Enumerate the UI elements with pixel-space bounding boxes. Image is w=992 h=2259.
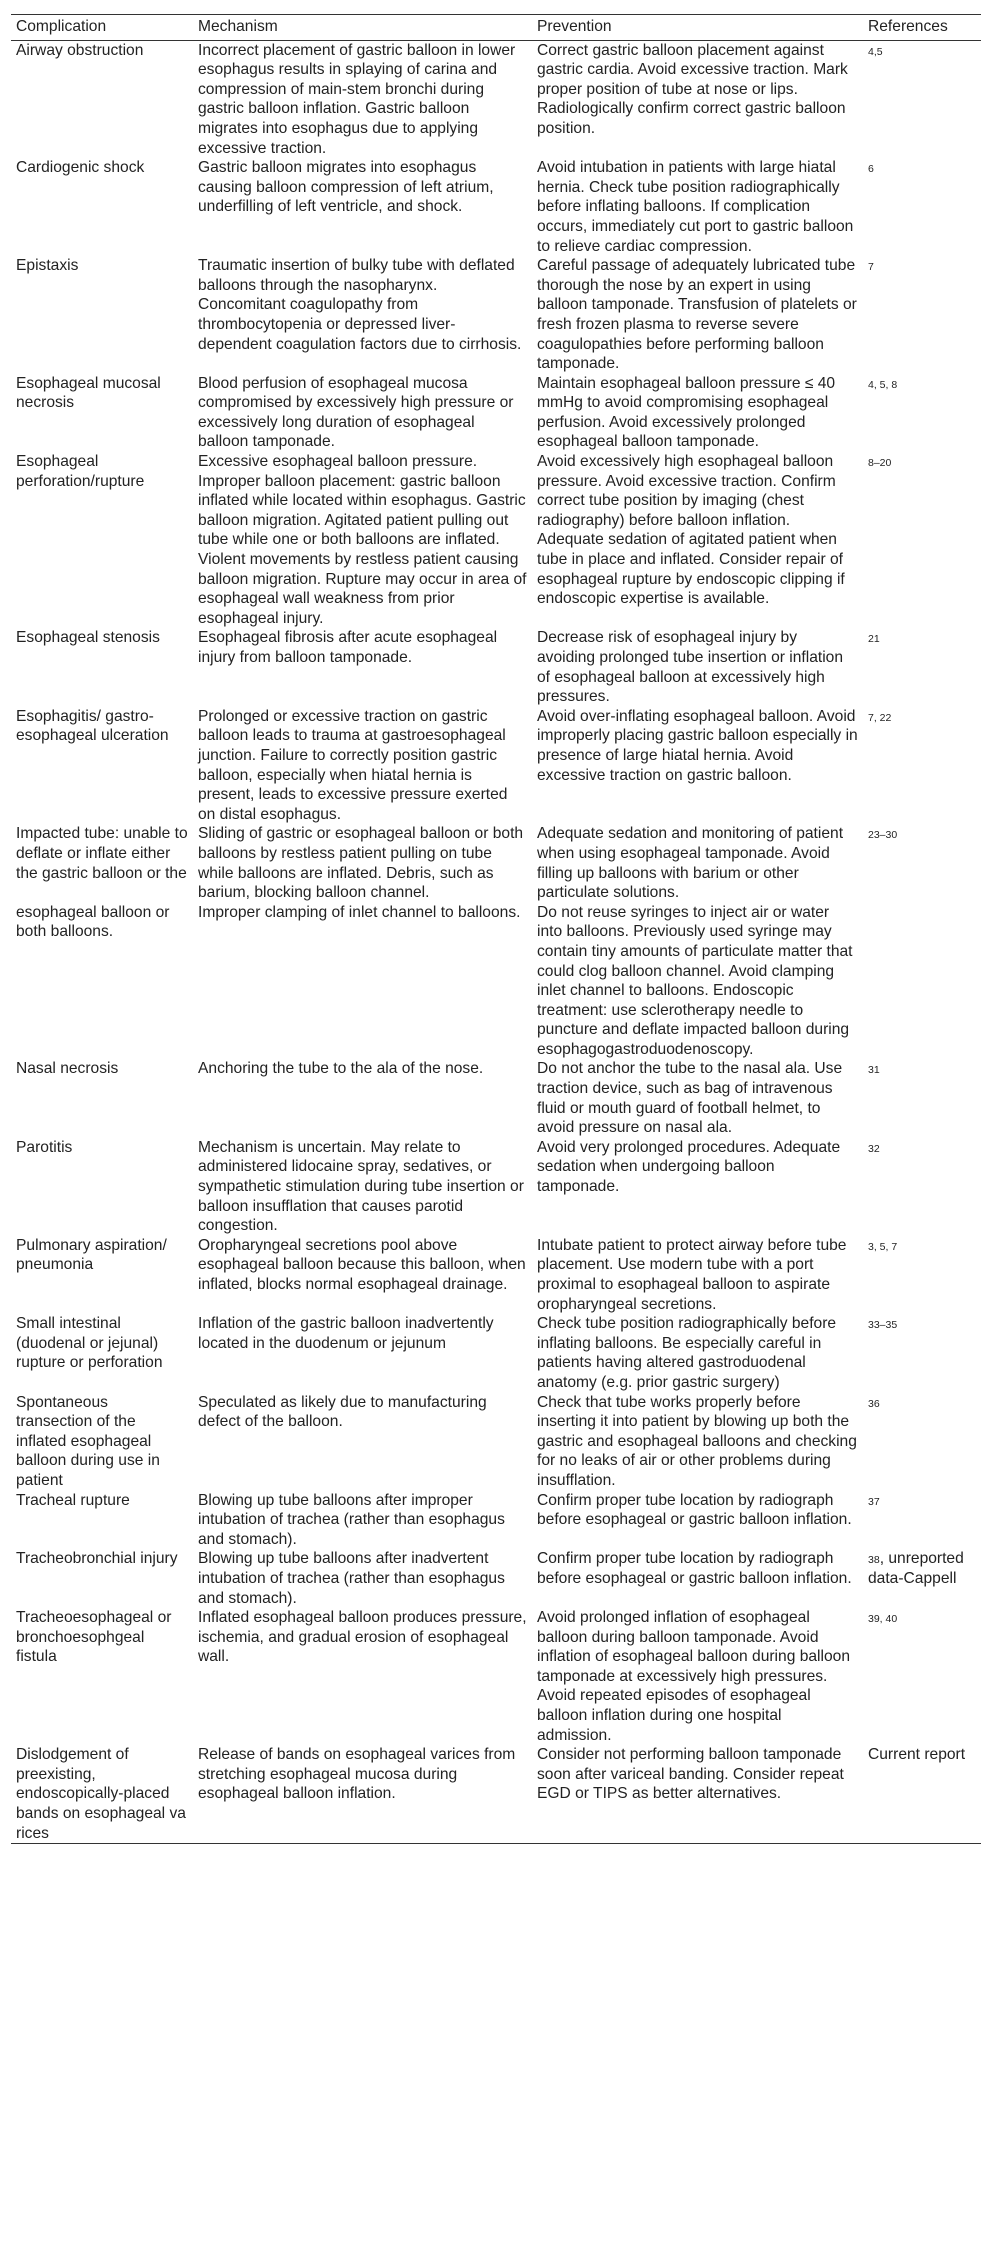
complication-cell: Tracheoesophageal or bronchoesophgeal fistula xyxy=(16,1609,172,1666)
references-cell xyxy=(863,1314,981,1392)
references-cell xyxy=(863,1549,981,1608)
mechanism-cell: Esophageal fibrosis after acute esophageal injury from balloon tamponade. xyxy=(198,629,498,666)
prevention-cell: Confirm proper tube location by radiograph before esophageal or gastric balloon inflation. xyxy=(537,1550,852,1587)
complication-cell: Epistaxis xyxy=(16,257,79,275)
references-cell xyxy=(863,1059,981,1137)
table-row xyxy=(11,1745,981,1843)
complication-cell: Tracheal rupture xyxy=(16,1491,130,1509)
prevention-cell: Avoid excessively high esophageal balloon pressure. Avoid excessive traction. Confirm correct tube position by imaging (chest radiography) before balloon inflation. Adequate sedation of agitated patient when tube in place and inflated. Consider repair of esophageal rupture by endoscopic clipping if endoscopic expertise is available. xyxy=(537,453,845,608)
prevention-cell: Avoid over-inflating esophageal balloon. Avoid improperly placing gastric balloon especially in presence of large hiatal hernia. Avoid excessive traction on gastric balloon. xyxy=(537,707,858,784)
table-header xyxy=(11,15,981,41)
table-row xyxy=(11,158,981,256)
table-row xyxy=(11,1314,981,1392)
references-cell xyxy=(863,903,981,1060)
prevention-cell: Correct gastric balloon placement against gastric cardia. Avoid excessive traction. Mark proper position of tube at nose or lips. Radiologically confirm correct gastric balloon position. xyxy=(537,41,848,137)
references-cell xyxy=(863,1236,981,1314)
prevention-cell: Intubate patient to protect airway before tube placement. Use modern tube with a port proximal to esophageal balloon to aspirate oropharyngeal secretions. xyxy=(537,1236,847,1313)
header-complication: Complication xyxy=(16,18,107,35)
mechanism-cell: Traumatic insertion of bulky tube with deflated balloons through the nasopharynx. Concomitant coagulopathy from thrombocytopenia or depressed liver-dependent coagulation factors due to cirrhosis. xyxy=(198,257,522,353)
references-cell xyxy=(863,1393,981,1491)
references-cell xyxy=(863,452,981,628)
complication-cell: Esophageal mucosal necrosis xyxy=(16,374,161,412)
prevention-cell: Check tube position radiographically before inflating balloons. Be especially careful in patients having altered gastroduodenal anatomy (e.g. prior gastric surgery) xyxy=(537,1315,837,1391)
complication-cell: Esophageal stenosis xyxy=(16,629,160,647)
mechanism-cell: Inflated esophageal balloon produces pressure, ischemia, and gradual erosion of esophageal wall. xyxy=(198,1609,527,1666)
reference-numbers: 31 xyxy=(868,1064,880,1077)
prevention-cell: Careful passage of adequately lubricated tube thorough the nose by an expert in using balloon tamponade. Transfusion of platelets or fresh frozen plasma to reverse severe coagulopathies before performing balloon tamponade. xyxy=(537,257,857,373)
mechanism-cell: Blowing up tube balloons after inadvertent intubation of trachea (rather than esophagus and stomach). xyxy=(198,1550,505,1607)
reference-numbers: 7 xyxy=(868,261,874,274)
references-cell xyxy=(863,1745,981,1843)
reference-numbers: 39, 40 xyxy=(868,1613,898,1626)
prevention-cell: Maintain esophageal balloon pressure ≤ 40 mmHg to avoid compromising esophageal perfusion. Avoid excessively prolonged esophageal balloon tamponade. xyxy=(537,374,836,451)
prevention-cell: Avoid prolonged inflation of esophageal balloon during balloon tamponade. Avoid inflation of esophageal balloon during balloon tamponade at excessively high pressures. Avoid repeated episodes of esophageal balloon inflation during one hospital admission. xyxy=(537,1609,850,1744)
prevention-cell: Do not reuse syringes to inject air or water into balloons. Previously used syringe may contain tiny amounts of particulate matter that could clog balloon channel. Avoid clamping inlet channel to balloons. Endoscopic treatment: use sclerotherapy needle to puncture and deflate impacted balloon during esophagogastroduodenoscopy. xyxy=(537,903,853,1058)
reference-numbers: 4, 5, 8 xyxy=(868,378,898,391)
table-row xyxy=(11,256,981,374)
complications-table xyxy=(11,14,981,1844)
complication-cell: Tracheobronchial injury xyxy=(16,1550,178,1568)
references-cell xyxy=(863,1138,981,1236)
mechanism-cell: Sliding of gastric or esophageal balloon or both balloons by restless patient pulling on tube while balloons are inflated. Debris, such as barium, blocking balloon channel. xyxy=(198,825,524,902)
complication-cell: Parotitis xyxy=(16,1138,73,1156)
references-cell xyxy=(863,1608,981,1745)
complication-cell: Esophageal perforation/rupture xyxy=(16,453,145,490)
reference-numbers: 3, 5, 7 xyxy=(868,1240,898,1253)
prevention-cell: Avoid very prolonged procedures. Adequate sedation when undergoing balloon tamponade. xyxy=(537,1138,841,1196)
table-row xyxy=(11,452,981,628)
mechanism-cell: Excessive esophageal balloon pressure. Improper balloon placement: gastric balloon inflated while located within esophagus. Gastric balloon migration. Agitated patient pulling out tube while one or both balloons are inflated. Violent movements by restless patient causing balloon migration. Rupture may occur in area of esophageal wall weakness from prior esophageal injury. xyxy=(198,453,527,627)
references-cell xyxy=(863,40,981,158)
header-mechanism: Mechanism xyxy=(198,18,278,35)
table-row xyxy=(11,1608,981,1745)
table-row xyxy=(11,1059,981,1137)
prevention-cell: Adequate sedation and monitoring of patient when using esophageal tamponade. Avoid filling up balloons with barium or other particulate solutions. xyxy=(537,825,844,902)
complication-cell: Esophagitis/ gastro-esophageal ulceration xyxy=(16,707,169,745)
reference-numbers: 4,5 xyxy=(868,45,883,58)
mechanism-cell: Inflation of the gastric balloon inadvertently located in the duodenum or jejunum xyxy=(198,1315,494,1352)
mechanism-cell: Oropharyngeal secretions pool above esophageal balloon because this balloon, when inflated, blocks normal esophageal drainage. xyxy=(198,1236,526,1293)
reference-numbers: 32 xyxy=(868,1142,880,1155)
table-row xyxy=(11,1138,981,1236)
reference-numbers: 7, 22 xyxy=(868,711,892,724)
mechanism-cell: Prolonged or excessive traction on gastric balloon leads to trauma at gastroesophageal junction. Failure to correctly position gastric balloon, especially when hiatal hernia is present, leads to excessive pressure exerted on distal esophagus. xyxy=(198,707,508,823)
table-row xyxy=(11,824,981,902)
references-cell xyxy=(863,1491,981,1550)
mechanism-cell: Improper clamping of inlet channel to balloons. xyxy=(198,903,521,921)
reference-numbers: 23–30 xyxy=(868,829,898,842)
mechanism-cell: Release of bands on esophageal varices from stretching esophageal mucosa during esophageal balloon inflation. xyxy=(198,1746,516,1803)
prevention-cell: Avoid intubation in patients with large hiatal hernia. Check tube position radiographically before inflating balloons. If complication occurs, immediately cut port to gastric balloon to relieve cardiac compression. xyxy=(537,159,854,255)
mechanism-cell: Anchoring the tube to the ala of the nose. xyxy=(198,1060,484,1078)
complication-cell: Pulmonary aspiration/ pneumonia xyxy=(16,1236,167,1274)
table-row xyxy=(11,40,981,158)
complication-cell: Impacted tube: unable to deflate or inflate either the gastric balloon or the xyxy=(16,825,188,882)
reference-note: , unreported data-Cappell xyxy=(868,1550,964,1587)
table-row xyxy=(11,1236,981,1314)
reference-numbers: 6 xyxy=(868,163,874,176)
references-cell xyxy=(863,824,981,902)
table-body xyxy=(11,40,981,1844)
reference-numbers: 33–35 xyxy=(868,1319,898,1332)
reference-numbers: 21 xyxy=(868,633,880,646)
header-row xyxy=(11,15,981,41)
references-cell xyxy=(863,158,981,256)
reference-numbers: 8–20 xyxy=(868,457,892,470)
complication-cell: Small intestinal (duodenal or jejunal) rupture or perforation xyxy=(16,1315,163,1372)
table-row xyxy=(11,628,981,706)
prevention-cell: Confirm proper tube location by radiograph before esophageal or gastric balloon inflation. xyxy=(537,1491,852,1529)
complication-cell: Spontaneous transection of the inflated esophageal balloon during use in patient xyxy=(16,1393,160,1489)
prevention-cell: Decrease risk of esophageal injury by avoiding prolonged tube insertion or inflation of esophageal balloon at excessively high pressures. xyxy=(537,629,844,706)
table-row xyxy=(11,1393,981,1491)
prevention-cell: Do not anchor the tube to the nasal ala. Use traction device, such as bag of intravenous fluid or mouth guard of football helmet, to avoid pressure on nasal ala. xyxy=(537,1060,843,1137)
complication-cell: Nasal necrosis xyxy=(16,1060,119,1078)
table-row xyxy=(11,903,981,1060)
complication-cell: Cardiogenic shock xyxy=(16,159,145,177)
complication-cell: Airway obstruction xyxy=(16,41,144,59)
references-cell xyxy=(863,374,981,452)
mechanism-cell: Incorrect placement of gastric balloon in lower esophagus results in splaying of carina and compression of main-stem bronchi during gastric balloon inflation. Gastric balloon migrates into esophagus due to applying excessive traction. xyxy=(198,41,516,157)
header-references: References xyxy=(868,18,948,35)
references-cell xyxy=(863,707,981,825)
reference-numbers: 38 xyxy=(868,1554,880,1567)
reference-numbers: 36 xyxy=(868,1397,880,1410)
reference-numbers: 37 xyxy=(868,1495,880,1508)
mechanism-cell: Blood perfusion of esophageal mucosa compromised by excessively high pressure or excessively long duration of esophageal balloon tamponade. xyxy=(198,374,514,451)
complication-cell: esophageal balloon or both balloons. xyxy=(16,903,170,941)
mechanism-cell: Gastric balloon migrates into esophagus causing balloon compression of left atrium, underfilling of left ventricle, and shock. xyxy=(198,159,494,216)
references-cell xyxy=(863,628,981,706)
prevention-cell: Consider not performing balloon tamponade soon after variceal banding. Consider repeat EGD or TIPS as better alternatives. xyxy=(537,1746,844,1803)
mechanism-cell: Blowing up tube balloons after improper intubation of trachea (rather than esophagus and stomach). xyxy=(198,1491,505,1548)
references-cell xyxy=(863,256,981,374)
mechanism-cell: Speculated as likely due to manufacturing defect of the balloon. xyxy=(198,1393,487,1431)
prevention-cell: Check that tube works properly before inserting it into patient by blowing up both the gastric and esophageal balloons and checking for no leaks of air or other problems during insufflation. xyxy=(537,1393,857,1489)
mechanism-cell: Mechanism is uncertain. May relate to administered lidocaine spray, sedatives, or sympathetic stimulation during tube insertion or balloon insufflation that causes parotid congestion. xyxy=(198,1138,524,1235)
complication-cell: Dislodgement of preexisting, endoscopically-placed bands on esophageal va rices xyxy=(16,1746,186,1842)
reference-note: Current report xyxy=(868,1746,966,1764)
table-row xyxy=(11,1491,981,1550)
table-row xyxy=(11,374,981,452)
header-prevention: Prevention xyxy=(537,18,612,35)
table-row xyxy=(11,707,981,825)
table-row xyxy=(11,1549,981,1608)
